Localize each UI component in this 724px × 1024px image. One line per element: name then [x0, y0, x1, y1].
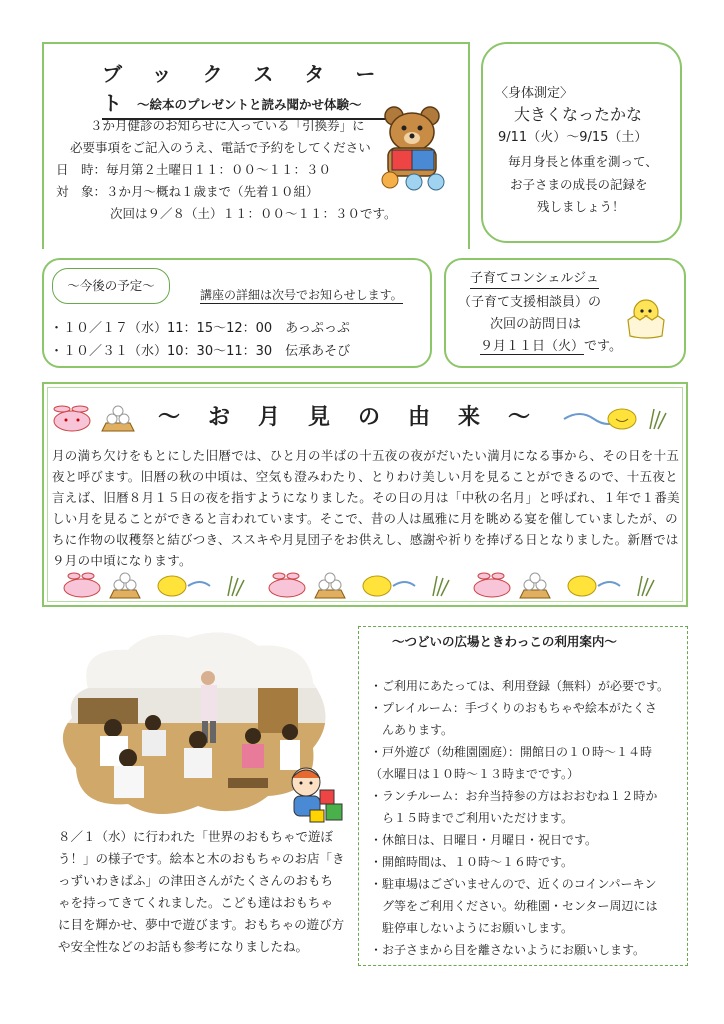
usage-guide-line: ら１５時までご利用いただけます。 [370, 811, 574, 825]
usage-guide-line: ・駐車場はございませんので、近くのコインパーキン [370, 877, 657, 891]
rabbit-icon [50, 403, 140, 433]
bookstart-next: 次回は９／８（土）１１：００～１１：３０です。 [110, 206, 397, 221]
bookstart-datetime: 日 時：毎月第２土曜日１１：００～１１：３０ [56, 162, 332, 177]
measurement-line: 残しましょう！ [537, 199, 625, 214]
concierge-date: ９月１１日（火） [480, 339, 585, 354]
bookstart-line: ３か月健診のお知らせに入っている「引換券」に [90, 118, 365, 133]
usage-guide-line: ・開館時間は、１０時～１６時です。 [370, 855, 574, 869]
concierge-date-line [480, 336, 622, 357]
usage-guide-line: 駐停車しないようにお願いします。 [370, 921, 574, 935]
photo-caption-line: っずいわきぱふ」の津田さんがたくさんのおもち [58, 873, 334, 888]
bookstart-title: ブックスタート [102, 58, 418, 120]
moon-decoration-row [60, 570, 670, 600]
usage-guide-line: んあります。 [370, 723, 454, 737]
bear-icon [378, 104, 450, 192]
moon-face-icon [560, 405, 670, 431]
usage-guide-line: ・ランチルーム：お弁当持参の方はおおむね１２時か [370, 789, 658, 803]
usage-guide-line: ・お子さまから目を離さないようにお願いします。 [370, 943, 646, 957]
moon-viewing-title: ～お月見の由来～ [158, 405, 559, 430]
usage-guide-line: ・休館日は、日曜日・月曜日・祝日です。 [370, 833, 598, 847]
moon-viewing-body: 月の満ち欠けをもとにした旧暦では、ひと月の半ばの十五夜の夜がだいたい満月になる事から、その日を十五夜と呼びます。旧暦の秋の中頃は、空気も澄みわたり、とりわけ美しい月を見ることができるので、十五夜と言えば、旧暦８月１５日の夜を指すようになりました。その日の月は「中秋の名月」と呼ばれ、１年で１番美しい月を見ることができると言われています。そこで、昔の人は風雅に月を眺める宴を催していましたが、のちに作物の収穫祭と結びつき、ススキや月見団子をお供えし、感謝や祈りを捧げる日となりました。新暦では９月の中頃になります。 [52, 448, 680, 568]
concierge-subtitle: （子育て支援相談員）の [458, 295, 602, 310]
measurement-line: お子さまの成長の記録を [510, 177, 648, 192]
usage-guide-line: グ等をご利用ください。幼稚園・センター周辺には [370, 899, 658, 913]
concierge-title: 子育てコンシェルジュ [470, 270, 599, 289]
schedule-item: ・１０／１７（水）11：15～12：00 あっぷっぷ [50, 321, 351, 336]
measurement-line: 毎月身長と体重を測って、 [508, 154, 658, 169]
bookstart-subtitle: ～絵本のプレゼントと読み聞かせ体験～ [137, 97, 362, 112]
photo-caption-line: に目を輝かせ、夢中で遊びます。おもちゃの遊び方 [58, 917, 345, 932]
usage-guide-title: ～つどいの広場ときわっこの利用案内～ [392, 634, 617, 649]
schedule-tag: ～今後の予定～ [52, 268, 170, 304]
usage-guide-line: ・戸外遊び（幼稚園園庭）：開館日の１０時～１４時 [370, 745, 653, 759]
usage-guide-line: （水曜日は１０時～１３時までです。） [370, 767, 580, 781]
schedule-item: ・１０／３１（水）10：30～11：30 伝承あそび [50, 344, 351, 359]
photo-caption-line: ゃを持ってきてくれました。こども達はおもちゃ [58, 895, 334, 910]
chick-icon [622, 296, 670, 340]
usage-guide-line: ・プレイルーム：手づくりのおもちゃや絵本がたくさ [370, 701, 657, 715]
measurement-title: 大きくなったかな [514, 105, 643, 124]
bookstart-line: 必要事項をご記入のうえ、電話で予約をしてください [70, 140, 371, 155]
photo-caption-line: ８／１（水）に行われた「世界のおもちゃで遊ぼ [58, 829, 334, 844]
photo-caption-line: や安全性などのお話も参考になりましたね。 [58, 939, 309, 954]
schedule-note: 講座の詳細は次号でお知らせします。 [200, 288, 403, 302]
child-icon [282, 762, 348, 824]
concierge-suffix: です。 [584, 339, 622, 354]
bookstart-target: 対 象：３か月～概ね１歳まで（先着１０組） [56, 184, 319, 199]
measurement-date: 9/11（火）～9/15（土） [498, 130, 648, 145]
concierge-line: 次回の訪問日は [490, 317, 582, 332]
usage-guide-line: ・ご利用にあたっては、利用登録（無料）が必要です。 [370, 679, 670, 693]
photo-caption-line: う！」の様子です。絵本と木のおもちゃのお店「き [58, 851, 345, 866]
measurement-heading: 〈身体測定〉 [495, 86, 574, 101]
